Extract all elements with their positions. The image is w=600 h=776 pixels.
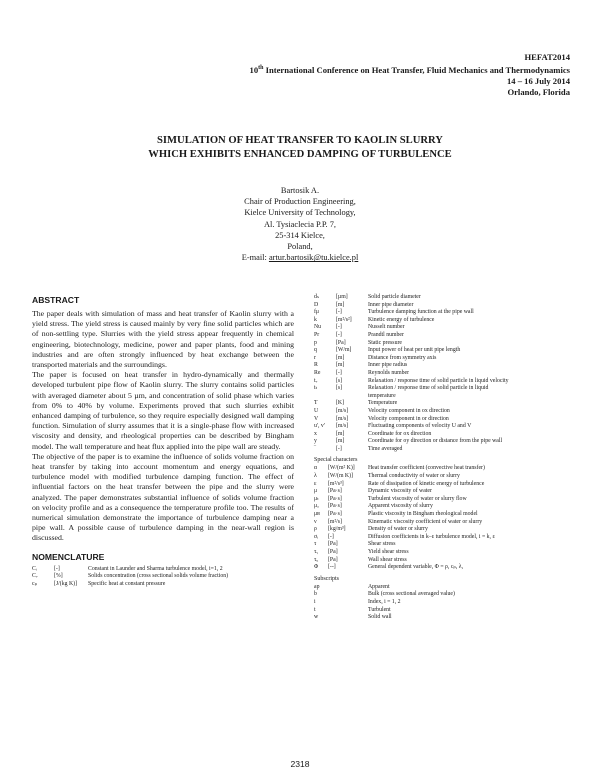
- nomenclature-desc: Density of water or slurry: [368, 526, 428, 533]
- nomenclature-desc: Kinetic energy of turbulence: [368, 316, 435, 323]
- nomenclature-sym: Cᵢ: [32, 565, 37, 572]
- nomenclature-unit: [-]: [336, 445, 342, 452]
- nomenclature-desc: Diffusion coefficients in k–ε turbulence model, i = k, ε: [368, 533, 495, 540]
- nomenclature-desc: Relaxation / response time of solid particle in liquid: [368, 385, 489, 392]
- nomenclature-desc: Velocity component in ox direction: [368, 407, 450, 414]
- nomenclature-sym: μ: [314, 488, 318, 495]
- nomenclature-unit: [-]: [336, 324, 342, 331]
- nomenclature-row: [32, 573, 228, 581]
- nomenclature-row: [314, 446, 509, 454]
- nomenclature-row: [314, 294, 509, 302]
- nomenclature-unit: [336, 393, 368, 401]
- nomenclature-sym: ε: [314, 480, 317, 487]
- nomenclature-unit: [m²/s²]: [336, 316, 352, 323]
- nomenclature-sym: Cᵥ: [32, 573, 38, 580]
- nomenclature-unit: [-]: [336, 309, 342, 316]
- nomenclature-sym: fμ: [314, 309, 320, 316]
- paper-title: SIMULATION OF HEAT TRANSFER TO KAOLIN SLURRY WHICH EXHIBITS ENHANCED DAMPING OF TURBULENCE: [148, 135, 452, 160]
- abstract-paragraph: The paper is focused on heat transfer in hydro-dynamically and thermally developed turbulent pipe flow of Kaolin slurry. The slurry contains solid particles with averaged diameter about 5 µm, and concentration of solid phase which varies from 0% to 40% by volume. Experiments proved that such slurries exhibit enhanced damping of turbulence, so they require especially designed wall damping function. Simulation of slurry assumes that it is a single-phase flow with increased viscosity and density, and rheological properties can be described by Bingham model. The wall temperature and heat flux applied into the pipe wall are steady.: [32, 370, 294, 451]
- nomenclature-desc: Distance from symmetry axis: [368, 354, 437, 361]
- abstract-heading: ABSTRACT: [32, 295, 80, 305]
- nomenclature-row: [314, 591, 455, 599]
- nomenclature-sym: tₜ: [314, 385, 318, 392]
- nomenclature-desc: Bulk (cross sectional averaged value): [368, 591, 455, 598]
- nomenclature-unit: [-]: [328, 533, 334, 540]
- nomenclature-sym: tᵥ: [314, 377, 318, 384]
- nomenclature-unit: [Pa]: [328, 549, 338, 555]
- nomenclature-unit: [Pa]: [328, 541, 338, 548]
- nomenclature-sym: cₚ: [32, 580, 38, 587]
- nomenclature-row: [314, 393, 509, 401]
- nomenclature-sym: k: [314, 316, 317, 323]
- conference-name-line: 10th International Conference on Heat Transfer, Fluid Mechanics and Thermodynamics: [249, 64, 570, 75]
- nomenclature-sym: ρ: [314, 526, 317, 533]
- nomenclature-row: [314, 534, 495, 542]
- nomenclature-unit: [s]: [336, 377, 343, 384]
- nomenclature-row: [314, 309, 509, 317]
- nomenclature-sym: i: [314, 598, 316, 605]
- nomenclature-row: [314, 408, 509, 416]
- right-column: [314, 294, 576, 622]
- nomenclature-unit: [Pa·s]: [328, 488, 342, 495]
- nomenclature-sym: μʙ: [314, 511, 320, 518]
- nomenclature-desc: Velocity component in or direction: [368, 415, 449, 422]
- nomenclature-row: [314, 438, 509, 446]
- subscripts-table: [314, 584, 455, 622]
- conference-place: Orlando, Florida: [507, 86, 570, 97]
- nomenclature-row: [32, 581, 228, 589]
- abstract-paragraph: The objective of the paper is to examine the influence of solids volume fraction on heat transfer by taking into account momentum and energy equations, and turbulence model with modified turbulence damping function. The effect of influential factors on the heat transfer between the pipe and the slurry were analyzed. The paper demonstrates substantial influence of solids volume fraction on velocity profile and as a consequence the temperature profile too. The results of numerical simulation demonstrate the importance of turbulence damping near a pipe wall. A possible cause of turbulence damping in the near-wall region is discussed.: [32, 451, 294, 543]
- nomenclature-sym: w: [314, 614, 319, 621]
- email-link[interactable]: artur.bartosik@tu.kielce.pl: [268, 253, 359, 263]
- nomenclature-sym: ν: [314, 518, 317, 525]
- nomenclature-sym: σᵢ: [314, 533, 319, 540]
- nomenclature-desc: Specific heat at constant pressure: [88, 580, 166, 587]
- nomenclature-unit: [Pa]: [328, 556, 338, 563]
- nomenclature-row: [314, 347, 509, 355]
- nomenclature-unit: [m/s]: [336, 407, 349, 414]
- nomenclature-desc: Inner pipe radius: [368, 362, 408, 369]
- author-block: Bartosik A. Chair of Production Engineering, Kielce University of Technology, Al. Tysiaclecia P.P. 7, 25-314 Kielce, Poland, E-mail: artur.bartosik@tu.kielce.pl: [0, 185, 600, 263]
- nomenclature-sym: ‾: [314, 445, 316, 452]
- nomenclature-row: [314, 378, 509, 386]
- nomenclature-desc: Reynolds number: [368, 369, 410, 376]
- nomenclature-sym: b: [314, 591, 317, 598]
- nomenclature-desc: Solid wall: [368, 614, 392, 621]
- nomenclature-row: [314, 614, 455, 622]
- nomenclature-sym: D: [314, 301, 319, 308]
- nomenclature-desc: Turbulent viscosity of water or slurry flow: [368, 495, 467, 502]
- nomenclature-row: [314, 385, 509, 393]
- nomenclature-sym: V: [314, 415, 319, 422]
- page-number: 2318: [290, 759, 310, 769]
- nomenclature-sym: q: [314, 347, 317, 354]
- conference-short: HEFAT2014: [524, 52, 570, 62]
- abstract-body: [32, 309, 294, 544]
- nomenclature-row: [314, 526, 495, 534]
- nomenclature-row: [314, 511, 495, 519]
- nomenclature-desc: Yield shear stress: [368, 549, 409, 555]
- nomenclature-unit: [W/(m² K)]: [328, 465, 355, 472]
- author-name: Bartosik A.: [280, 186, 320, 195]
- nomenclature-sym: α: [314, 465, 318, 472]
- nomenclature-sym: μₐ: [314, 503, 319, 510]
- nomenclature-desc: temperature: [368, 392, 396, 399]
- nomenclature-unit: [m²/s³]: [328, 480, 344, 487]
- nomenclature-row: [314, 564, 495, 572]
- nomenclature-desc: Input power of heat per unit pipe length: [368, 347, 461, 354]
- nomenclature-sym: Nu: [314, 324, 322, 331]
- nomenclature-unit: [s]: [336, 385, 343, 392]
- nomenclature-row: [314, 332, 509, 340]
- nomenclature-sym: t: [314, 606, 316, 613]
- nomenclature-sym: y: [314, 438, 317, 445]
- nomenclature-desc: Time averaged: [368, 445, 403, 452]
- nomenclature-table-left: [32, 566, 228, 589]
- nomenclature-desc: Rate of dissipation of kinetic energy of turbulence: [368, 480, 485, 487]
- nomenclature-unit: [-]: [336, 369, 342, 376]
- nomenclature-desc: Turbulent: [368, 606, 391, 613]
- nomenclature-sym: τᵤ: [314, 556, 319, 563]
- conference-dates: 14 – 16 July 2014: [506, 75, 570, 86]
- nomenclature-unit: [-]: [336, 331, 342, 338]
- nomenclature-unit: [m]: [336, 362, 345, 369]
- nomenclature-desc: Wall shear stress: [368, 556, 407, 563]
- nomenclature-row: [314, 400, 509, 408]
- nomenclature-heading: NOMENCLATURE: [32, 551, 105, 562]
- author-email: E-mail: artur.bartosik@tu.kielce.pl: [241, 253, 359, 263]
- nomenclature-unit: [m/s]: [336, 423, 349, 430]
- nomenclature-desc: Apparent: [368, 583, 390, 590]
- nomenclature-table-right: [314, 294, 509, 453]
- nomenclature-row: [314, 370, 509, 378]
- nomenclature-desc: Relaxation / response time of solid particle in liquid velocity: [368, 377, 509, 384]
- nomenclature-row: [314, 541, 495, 549]
- nomenclature-desc: Solids concentration (cross sectional solids volume fraction): [88, 573, 229, 580]
- nomenclature-desc: Solid particle diameter: [368, 294, 421, 300]
- nomenclature-sym: Re: [314, 369, 321, 376]
- nomenclature-unit: [--]: [328, 564, 336, 571]
- nomenclature-sym: dₛ: [314, 294, 320, 300]
- abstract-paragraph: The paper deals with simulation of mass and heat transfer of Kaolin slurry with a yield stress. The yield stress is caused mainly by very fine solid particles which are of non-settling type. Slurries with the yield stress appear frequently in chemical engineering, biotechnology, medicine, power and paper plants, food and mining industries and are often strongly influenced by heat exchange between the transported materials and the surroundings.: [32, 309, 294, 370]
- nomenclature-row: [314, 473, 495, 481]
- nomenclature-row: [314, 599, 455, 607]
- nomenclature-desc: Heat transfer coefficient (convective heat transfer): [368, 465, 485, 472]
- special-characters-table: [314, 465, 495, 571]
- nomenclature-unit: [kg/m³]: [328, 526, 346, 533]
- nomenclature-unit: [Pa·s]: [328, 495, 342, 502]
- nomenclature-unit: [Pa·s]: [328, 503, 342, 510]
- nomenclature-unit: [Pa]: [336, 339, 346, 346]
- nomenclature-desc: Inner pipe diameter: [368, 301, 414, 308]
- nomenclature-row: [314, 488, 495, 496]
- nomenclature-unit: [K]: [336, 400, 345, 407]
- nomenclature-unit: [-]: [54, 565, 60, 572]
- nomenclature-sym: T: [314, 400, 318, 407]
- nomenclature-row: [314, 503, 495, 511]
- nomenclature-unit: [m]: [336, 438, 345, 445]
- special-characters-heading: Special characters: [314, 457, 358, 464]
- nomenclature-unit: [%]: [54, 573, 63, 580]
- nomenclature-sym: λ: [314, 473, 317, 480]
- nomenclature-unit: [J/(kg K)]: [54, 580, 78, 587]
- nomenclature-row: [314, 362, 509, 370]
- nomenclature-sym: Φ: [314, 564, 319, 571]
- nomenclature-row: [314, 607, 455, 615]
- nomenclature-desc: Constant in Launder and Sharma turbulence model, i=1, 2: [88, 565, 223, 572]
- nomenclature-desc: Plastic viscosity in Bingham rheological model: [368, 511, 478, 518]
- nomenclature-unit: [Pa·s]: [328, 511, 342, 518]
- nomenclature-row: [314, 324, 509, 332]
- nomenclature-sym: u', v': [314, 423, 325, 430]
- nomenclature-desc: Thermal conductivity of water or slurry: [368, 473, 460, 480]
- nomenclature-unit: [W/m]: [336, 347, 352, 354]
- nomenclature-sym: ap: [314, 583, 320, 590]
- nomenclature-desc: Prandtl number: [368, 331, 404, 338]
- nomenclature-desc: Shear stress: [368, 541, 396, 548]
- nomenclature-sym: τᵧ: [314, 549, 318, 555]
- nomenclature-unit: [m]: [336, 354, 345, 361]
- nomenclature-row: [314, 465, 495, 473]
- left-column: [32, 295, 294, 588]
- nomenclature-row: [314, 549, 495, 557]
- nomenclature-sym: R: [314, 362, 318, 369]
- nomenclature-desc: Apparent viscosity of slurry: [368, 503, 433, 510]
- nomenclature-row: [314, 423, 509, 431]
- nomenclature-desc: General dependent variable, Φ = ρ, cₚ, λ,: [368, 564, 464, 571]
- nomenclature-desc: Temperature: [368, 400, 398, 407]
- nomenclature-sym: [314, 393, 336, 401]
- nomenclature-unit: [W/(m K)]: [328, 473, 353, 480]
- nomenclature-sym: p: [314, 339, 317, 346]
- nomenclature-sym: μₜ: [314, 495, 319, 502]
- nomenclature-unit: [m]: [336, 301, 345, 308]
- subscripts-heading: Subscripts: [314, 575, 340, 582]
- nomenclature-sym: τ: [314, 541, 317, 548]
- nomenclature-desc: Index, i = 1, 2: [368, 598, 401, 605]
- nomenclature-unit: [m/s]: [336, 415, 349, 422]
- nomenclature-unit: [µm]: [336, 294, 348, 300]
- nomenclature-row: [314, 557, 495, 565]
- nomenclature-sym: r: [314, 354, 316, 361]
- nomenclature-unit: [m²/s]: [328, 518, 342, 525]
- nomenclature-desc: Nusselt number: [368, 324, 405, 331]
- nomenclature-desc: Fluctuating components of velocity U and V: [368, 423, 472, 430]
- nomenclature-sym: Pr: [314, 331, 320, 338]
- nomenclature-unit: [m]: [336, 430, 345, 437]
- nomenclature-desc: Coordinate for oy direction or distance from the pipe wall: [368, 438, 503, 445]
- nomenclature-desc: Kinematic viscosity coefficient of water or slurry: [368, 518, 483, 525]
- nomenclature-row: [314, 317, 509, 325]
- nomenclature-sym: U: [314, 407, 319, 414]
- nomenclature-desc: Dynamic viscosity of water: [368, 488, 432, 495]
- nomenclature-desc: Static pressure: [368, 339, 402, 346]
- conference-header: [250, 52, 570, 98]
- nomenclature-row: [314, 355, 509, 363]
- nomenclature-desc: Coordinate for ox direction: [368, 430, 432, 437]
- nomenclature-sym: x: [314, 430, 317, 437]
- nomenclature-desc: Turbulence damping function at the pipe wall: [368, 309, 474, 316]
- nomenclature-row: [314, 416, 509, 424]
